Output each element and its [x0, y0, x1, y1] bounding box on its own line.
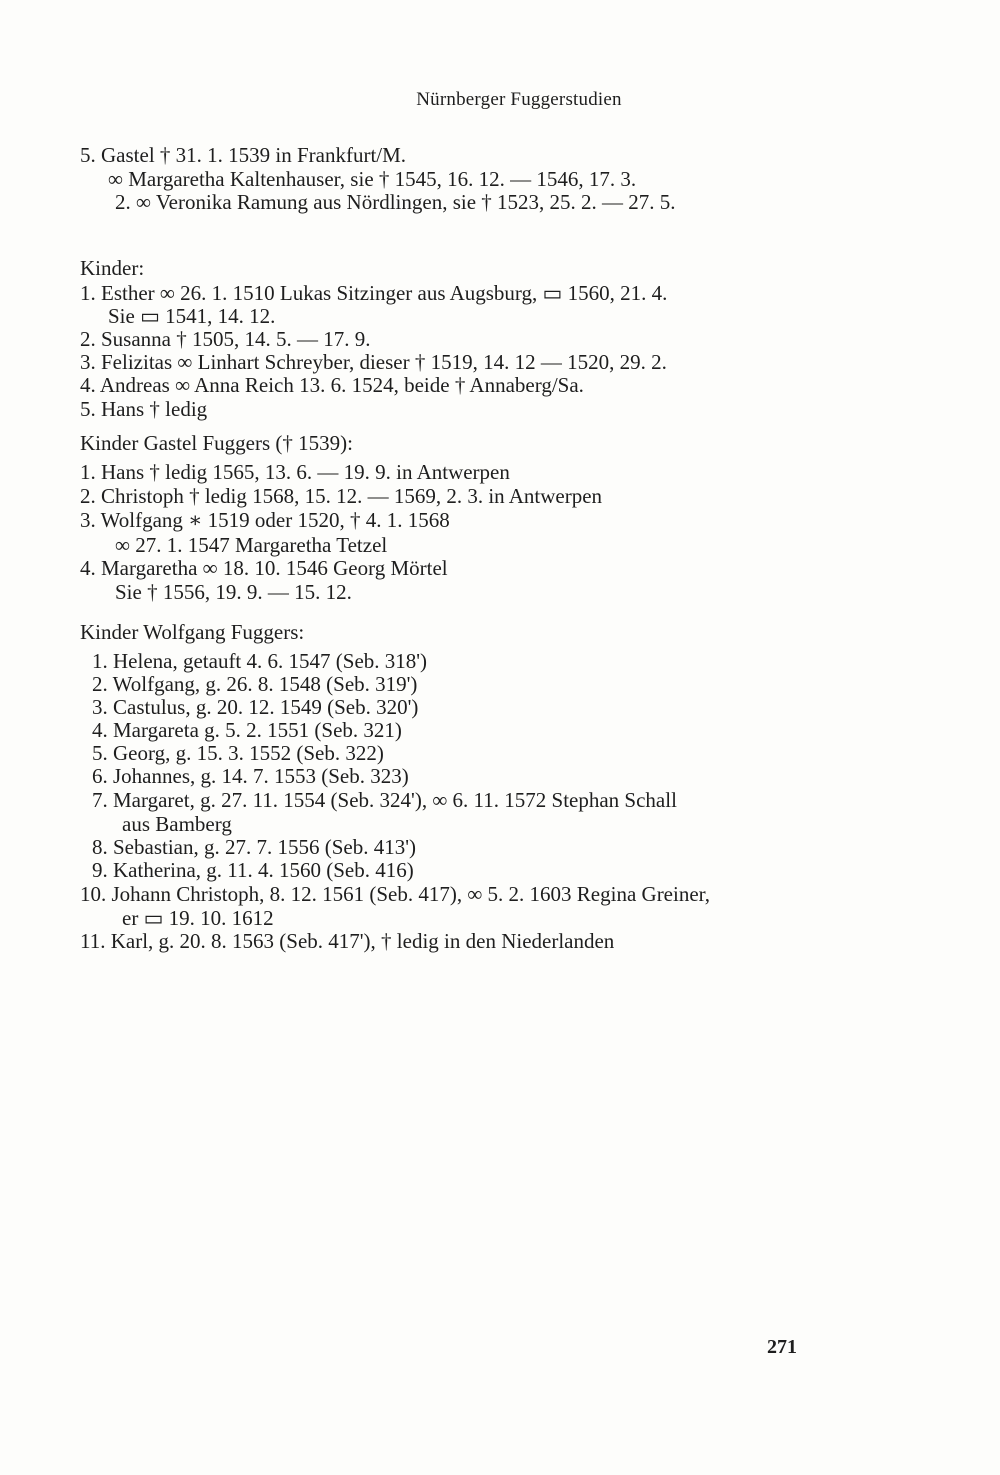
- text-line: 7. Margaret, g. 27. 11. 1554 (Seb. 324'), ∞ 6. 11. 1572 Stephan Schall: [92, 788, 677, 812]
- text-line: 2. Christoph † ledig 1568, 15. 12. — 1569, 2. 3. in Antwerpen: [80, 484, 603, 508]
- text-line: 3. Castulus, g. 20. 12. 1549 (Seb. 320'): [92, 695, 419, 719]
- text-line: 2. ∞ Veronika Ramung aus Nördlingen, sie † 1523, 25. 2. — 27. 5.: [115, 190, 676, 214]
- text-line: Sie ▭ 1541, 14. 12.: [108, 304, 276, 328]
- page-number: 271: [767, 1336, 797, 1358]
- text-line: ∞ 27. 1. 1547 Margaretha Tetzel: [115, 533, 388, 557]
- text-line: ∞ Margaretha Kaltenhauser, sie † 1545, 16. 12. — 1546, 17. 3.: [108, 167, 637, 191]
- text-line: 11. Karl, g. 20. 8. 1563 (Seb. 417'), † ledig in den Niederlanden: [80, 929, 615, 953]
- text-line: 3. Felizitas ∞ Linhart Schreyber, dieser † 1519, 14. 12 — 1520, 29. 2.: [80, 350, 667, 374]
- text-line: aus Bamberg: [122, 812, 232, 836]
- text-line: 4. Margaretha ∞ 18. 10. 1546 Georg Mörtel: [80, 556, 448, 580]
- text-line: 2. Susanna † 1505, 14. 5. — 17. 9.: [80, 327, 371, 351]
- text-line: Sie † 1556, 19. 9. — 15. 12.: [115, 580, 352, 604]
- text-line: 4. Andreas ∞ Anna Reich 13. 6. 1524, beide † Annaberg/Sa.: [80, 373, 584, 397]
- text-line: 5. Gastel † 31. 1. 1539 in Frankfurt/M.: [80, 143, 407, 167]
- text-line: er ▭ 19. 10. 1612: [122, 906, 274, 930]
- section-heading: Kinder Wolfgang Fuggers:: [80, 620, 305, 644]
- running-header: Nürnberger Fuggerstudien: [416, 89, 622, 110]
- text-line: 10. Johann Christoph, 8. 12. 1561 (Seb. 417), ∞ 5. 2. 1603 Regina Greiner,: [80, 882, 711, 906]
- text-line: 1. Hans † ledig 1565, 13. 6. — 19. 9. in Antwerpen: [80, 460, 510, 484]
- text-line: 5. Georg, g. 15. 3. 1552 (Seb. 322): [92, 741, 384, 765]
- text-line: 8. Sebastian, g. 27. 7. 1556 (Seb. 413'): [92, 835, 417, 859]
- text-line: 9. Katherina, g. 11. 4. 1560 (Seb. 416): [92, 858, 414, 882]
- text-line: 1. Helena, getauft 4. 6. 1547 (Seb. 318'): [92, 649, 428, 673]
- text-line: 2. Wolfgang, g. 26. 8. 1548 (Seb. 319'): [92, 672, 418, 696]
- text-line: 1. Esther ∞ 26. 1. 1510 Lukas Sitzinger aus Augsburg, ▭ 1560, 21. 4.: [80, 281, 668, 305]
- section-heading: Kinder Gastel Fuggers († 1539):: [80, 431, 353, 455]
- section-heading: Kinder:: [80, 256, 145, 280]
- text-line: 3. Wolfgang ∗ 1519 oder 1520, † 4. 1. 1568: [80, 508, 450, 532]
- text-line: 6. Johannes, g. 14. 7. 1553 (Seb. 323): [92, 764, 409, 788]
- text-line: 5. Hans † ledig: [80, 397, 208, 421]
- text-line: 4. Margareta g. 5. 2. 1551 (Seb. 321): [92, 718, 402, 742]
